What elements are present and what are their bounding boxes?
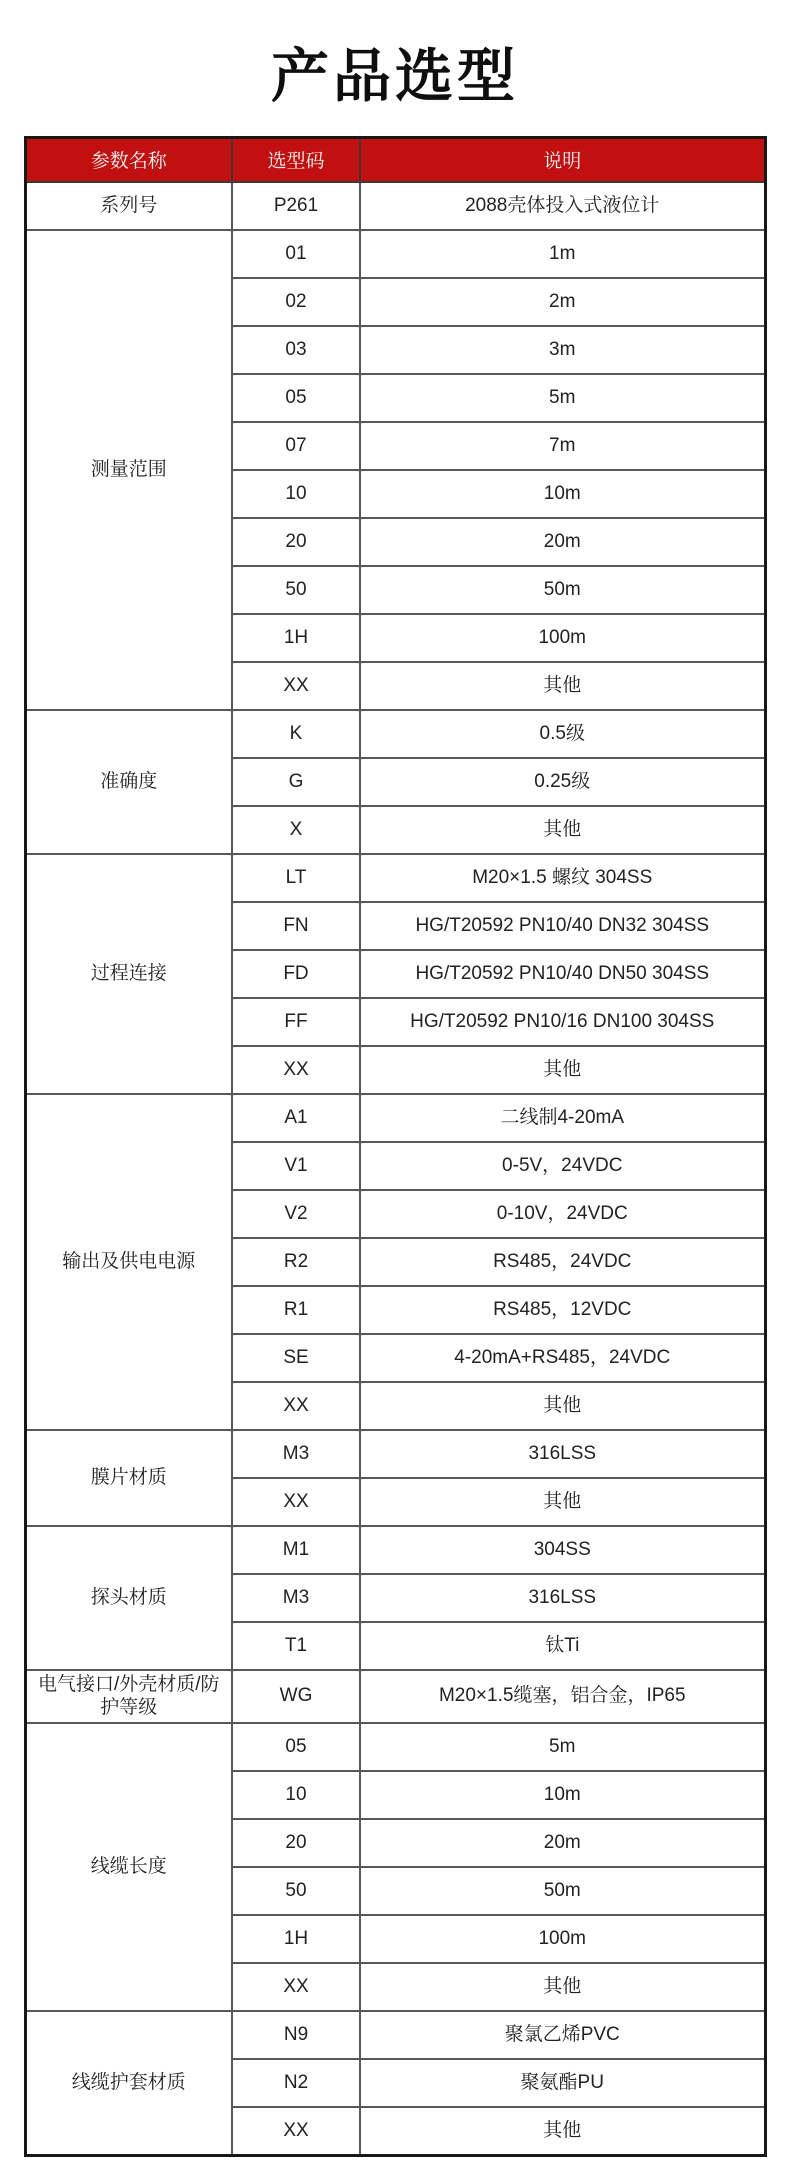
description-cell: 316LSS <box>360 1574 765 1622</box>
description-cell: RS485，12VDC <box>360 1286 765 1334</box>
selection-code-cell: 05 <box>232 374 360 422</box>
description-cell: 1m <box>360 230 765 278</box>
selection-code-cell: 20 <box>232 1819 360 1867</box>
parameter-name-cell: 线缆长度 <box>25 1723 232 2011</box>
selection-code-cell: 20 <box>232 518 360 566</box>
selection-code-cell: 10 <box>232 470 360 518</box>
parameter-name-cell: 探头材质 <box>25 1526 232 1670</box>
description-cell: 20m <box>360 518 765 566</box>
selection-code-cell: 01 <box>232 230 360 278</box>
parameter-name-cell: 电气接口/外壳材质/防护等级 <box>25 1670 232 1724</box>
table-row <box>25 1526 765 1574</box>
description-cell: 二线制4-20mA <box>360 1094 765 1142</box>
parameter-name-cell: 线缆护套材质 <box>25 2011 232 2156</box>
selection-code-cell: WG <box>232 1670 360 1724</box>
column-header-description: 说明 <box>360 137 765 182</box>
page-title: 产品选型 <box>270 44 519 109</box>
description-cell: 其他 <box>360 1382 765 1430</box>
selection-code-cell: 10 <box>232 1771 360 1819</box>
description-cell: 聚氨酯PU <box>360 2059 765 2107</box>
selection-code-cell: M3 <box>232 1574 360 1622</box>
description-cell: 其他 <box>360 806 765 854</box>
selection-code-cell: M1 <box>232 1526 360 1574</box>
selection-code-cell: R1 <box>232 1286 360 1334</box>
description-cell: 4-20mA+RS485，24VDC <box>360 1334 765 1382</box>
description-cell: 其他 <box>360 1478 765 1526</box>
description-cell: M20×1.5 螺纹 304SS <box>360 854 765 902</box>
description-cell: 钛Ti <box>360 1622 765 1670</box>
parameter-name-cell: 测量范围 <box>25 230 232 710</box>
column-header-selection-code: 选型码 <box>232 137 360 182</box>
selection-code-cell: XX <box>232 662 360 710</box>
description-cell: HG/T20592 PN10/16 DN100 304SS <box>360 998 765 1046</box>
selection-code-cell: SE <box>232 1334 360 1382</box>
description-cell: RS485，24VDC <box>360 1238 765 1286</box>
header-row <box>25 137 765 182</box>
description-cell: 10m <box>360 1771 765 1819</box>
parameter-name-cell: 输出及供电电源 <box>25 1094 232 1430</box>
table-row <box>25 710 765 758</box>
description-cell: 20m <box>360 1819 765 1867</box>
description-cell: 2m <box>360 278 765 326</box>
description-cell: 10m <box>360 470 765 518</box>
selection-code-cell: XX <box>232 1478 360 1526</box>
parameter-name-cell: 膜片材质 <box>25 1430 232 1526</box>
description-cell: 50m <box>360 1867 765 1915</box>
selection-code-cell: 50 <box>232 1867 360 1915</box>
description-cell: 50m <box>360 566 765 614</box>
selection-code-cell: 05 <box>232 1723 360 1771</box>
selection-code-cell: N9 <box>232 2011 360 2059</box>
selection-code-cell: LT <box>232 854 360 902</box>
parameter-name-cell: 准确度 <box>25 710 232 854</box>
selection-code-cell: R2 <box>232 1238 360 1286</box>
description-cell: 其他 <box>360 2107 765 2156</box>
table-row <box>25 230 765 278</box>
description-cell: 0.25级 <box>360 758 765 806</box>
selection-code-cell: 50 <box>232 566 360 614</box>
description-cell: 100m <box>360 614 765 662</box>
selection-code-cell: XX <box>232 1963 360 2011</box>
table-row <box>25 854 765 902</box>
description-cell: HG/T20592 PN10/40 DN32 304SS <box>360 902 765 950</box>
table-row <box>25 1094 765 1142</box>
selection-code-cell: P261 <box>232 182 360 230</box>
description-cell: 5m <box>360 374 765 422</box>
selection-code-cell: V1 <box>232 1142 360 1190</box>
product-selection-table <box>24 136 767 2158</box>
table-row <box>25 1723 765 1771</box>
table-row <box>25 1430 765 1478</box>
table-row <box>25 182 765 230</box>
selection-code-cell: XX <box>232 1046 360 1094</box>
selection-code-cell: M3 <box>232 1430 360 1478</box>
description-cell: 0-10V，24VDC <box>360 1190 765 1238</box>
description-cell: 其他 <box>360 1046 765 1094</box>
selection-code-cell: T1 <box>232 1622 360 1670</box>
description-cell: 其他 <box>360 1963 765 2011</box>
description-cell: 5m <box>360 1723 765 1771</box>
description-cell: 其他 <box>360 662 765 710</box>
description-cell: 3m <box>360 326 765 374</box>
selection-code-cell: 07 <box>232 422 360 470</box>
description-cell: 聚氯乙烯PVC <box>360 2011 765 2059</box>
selection-code-cell: XX <box>232 2107 360 2156</box>
selection-code-cell: 1H <box>232 1915 360 1963</box>
selection-code-cell: N2 <box>232 2059 360 2107</box>
selection-code-cell: 02 <box>232 278 360 326</box>
selection-code-cell: FD <box>232 950 360 998</box>
selection-code-cell: 03 <box>232 326 360 374</box>
description-cell: M20×1.5缆塞，铝合金，IP65 <box>360 1670 765 1724</box>
selection-code-cell: XX <box>232 1382 360 1430</box>
parameter-name-cell: 过程连接 <box>25 854 232 1094</box>
selection-code-cell: 1H <box>232 614 360 662</box>
table-row <box>25 2011 765 2059</box>
description-cell: HG/T20592 PN10/40 DN50 304SS <box>360 950 765 998</box>
selection-code-cell: G <box>232 758 360 806</box>
table-body <box>25 182 765 2156</box>
selection-code-cell: K <box>232 710 360 758</box>
selection-code-cell: FF <box>232 998 360 1046</box>
table-header <box>25 137 765 182</box>
parameter-name-cell: 系列号 <box>25 182 232 230</box>
table-row <box>25 1670 765 1724</box>
description-cell: 0.5级 <box>360 710 765 758</box>
column-header-parameter-name: 参数名称 <box>25 137 232 182</box>
description-cell: 100m <box>360 1915 765 1963</box>
selection-code-cell: FN <box>232 902 360 950</box>
selection-code-cell: A1 <box>232 1094 360 1142</box>
description-cell: 7m <box>360 422 765 470</box>
description-cell: 0-5V，24VDC <box>360 1142 765 1190</box>
description-cell: 2088壳体投入式液位计 <box>360 182 765 230</box>
selection-code-cell: X <box>232 806 360 854</box>
description-cell: 316LSS <box>360 1430 765 1478</box>
description-cell: 304SS <box>360 1526 765 1574</box>
selection-code-cell: V2 <box>232 1190 360 1238</box>
